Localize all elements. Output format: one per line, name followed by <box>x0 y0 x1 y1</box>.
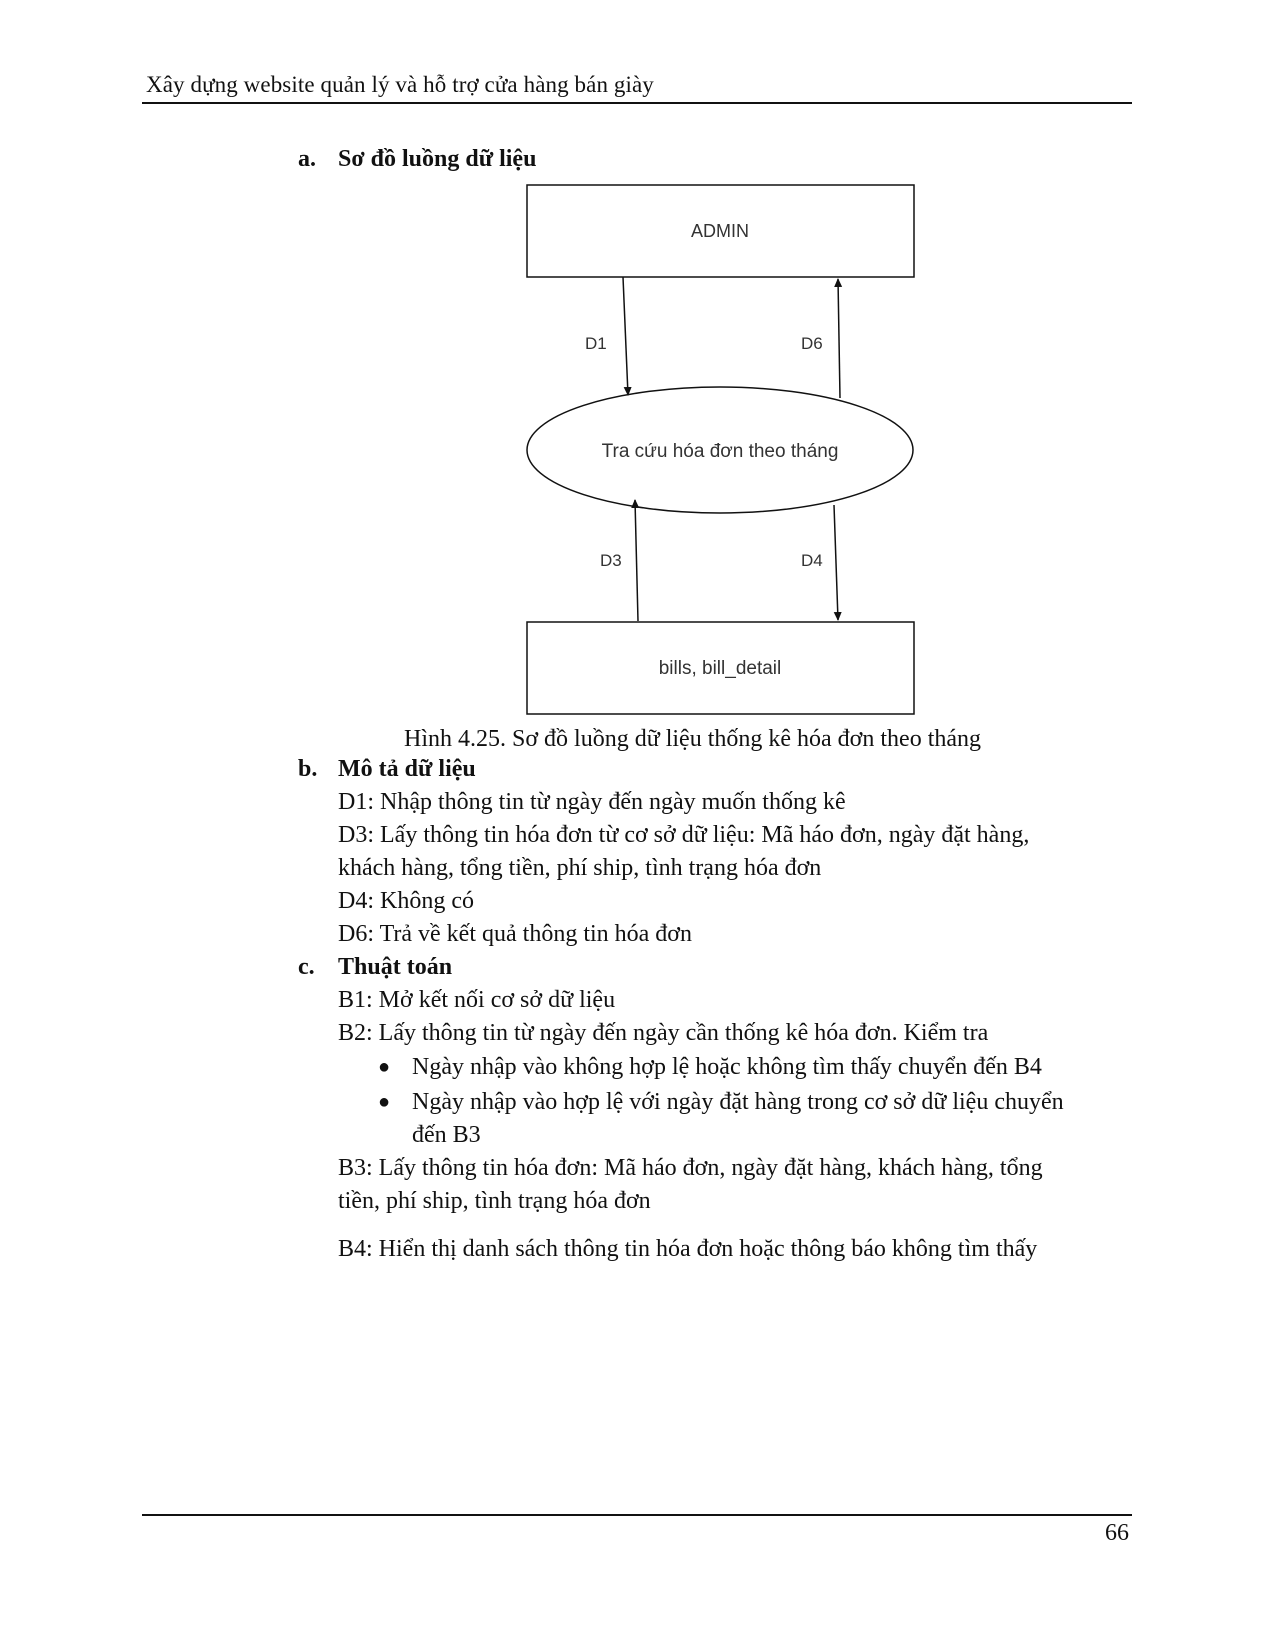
algorithm-b1: B1: Mở kết nối cơ sở dữ liệu <box>338 987 616 1013</box>
data-desc-d3-line2: khách hàng, tổng tiền, phí ship, tình trạng hóa đơn <box>338 855 822 881</box>
flow-d1-label: D1 <box>585 334 607 353</box>
running-header: Xây dựng website quản lý và hỗ trợ cửa hàng bán giày <box>146 72 654 97</box>
data-flow-diagram <box>0 0 1275 760</box>
footer-rule <box>142 1514 1132 1516</box>
algorithm-b3-line2: tiền, phí ship, tình trạng hóa đơn <box>338 1188 651 1214</box>
algorithm-b3-line1: B3: Lấy thông tin hóa đơn: Mã háo đơn, ngày đặt hàng, khách hàng, tổng <box>338 1155 1043 1181</box>
flow-d6-label: D6 <box>801 334 823 353</box>
algorithm-bullet-1 <box>378 1051 1138 1084</box>
data-desc-d4: D4: Không có <box>338 888 474 914</box>
section-c-heading <box>298 954 452 981</box>
flow-d3-label: D3 <box>600 551 622 570</box>
bills-label: bills, bill_detail <box>658 658 782 679</box>
algorithm-bullet-1-text: Ngày nhập vào không hợp lệ hoặc không tìm thấy chuyển đến B4 <box>412 1054 1042 1080</box>
algorithm-bullet-2 <box>378 1086 1138 1152</box>
section-b-letter: b. <box>298 756 318 782</box>
section-b-title: Mô tả dữ liệu <box>338 756 476 782</box>
flow-d4-label: D4 <box>801 551 823 570</box>
data-desc-d1: D1: Nhập thông tin từ ngày đến ngày muốn thống kê <box>338 789 846 815</box>
section-c-letter: c. <box>298 954 315 980</box>
data-desc-d6: D6: Trả về kết quả thông tin hóa đơn <box>338 921 692 947</box>
flow-d3-arrow <box>635 500 638 621</box>
algorithm-bullet-2-line2: đến B3 <box>412 1122 481 1148</box>
flow-d4-arrow <box>834 505 838 620</box>
bullet-icon: ● <box>378 1056 391 1078</box>
algorithm-bullet-2-line1: Ngày nhập vào hợp lệ với ngày đặt hàng trong cơ sở dữ liệu chuyển <box>412 1089 1064 1115</box>
section-c-title: Thuật toán <box>338 954 453 980</box>
flow-d6-arrow <box>838 279 840 398</box>
admin-label: ADMIN <box>691 221 749 241</box>
page-number: 66 <box>1105 1520 1129 1546</box>
section-a-letter: a. <box>298 146 316 172</box>
section-b-heading <box>298 756 476 783</box>
bullet-icon: ● <box>378 1091 391 1113</box>
algorithm-b2: B2: Lấy thông tin từ ngày đến ngày cần thống kê hóa đơn. Kiểm tra <box>338 1020 989 1046</box>
section-a-title: Sơ đồ luồng dữ liệu <box>338 146 537 172</box>
flow-d1-arrow <box>623 277 628 395</box>
data-desc-d3-line1: D3: Lấy thông tin hóa đơn từ cơ sở dữ liệu: Mã háo đơn, ngày đặt hàng, <box>338 822 1030 848</box>
algorithm-b4: B4: Hiển thị danh sách thông tin hóa đơn hoặc thông báo không tìm thấy <box>338 1236 1038 1262</box>
process-label: Tra cứu hóa đơn theo tháng <box>601 441 839 462</box>
figure-caption: Hình 4.25. Sơ đồ luồng dữ liệu thống kê hóa đơn theo tháng <box>404 726 982 752</box>
